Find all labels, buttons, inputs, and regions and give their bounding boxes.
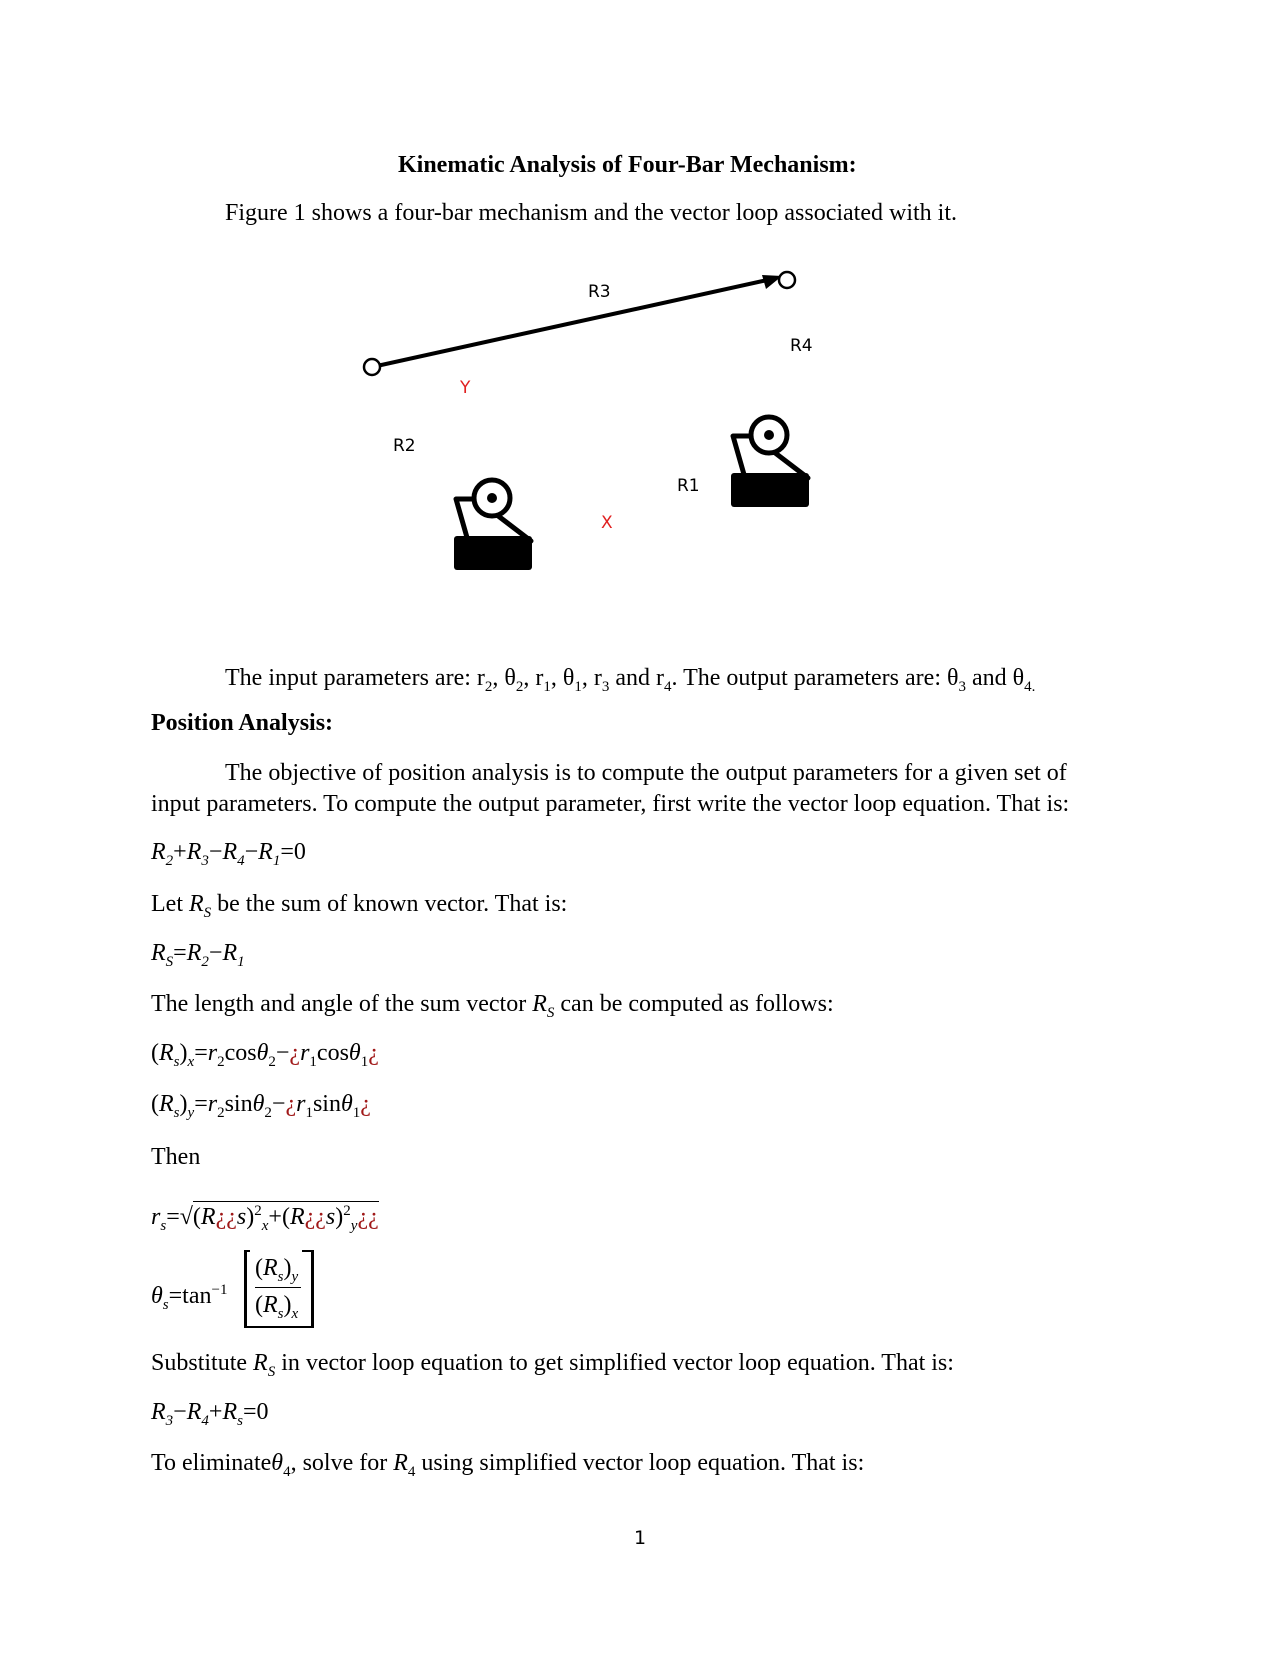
- rs-y-equation: $(R_s)_y=r_2\sin\theta_2-¿r_1\sin\theta_1¿$: [151, 1091, 371, 1121]
- label-r2: R2: [393, 436, 416, 456]
- parameters-paragraph: The input parameters are: $r_2$, $\theta_2$, $r_1$, $\theta_1$, $r_3$ and $r_4$. The output parameters are: $\theta_3$ and $\theta_{4.}$: [225, 665, 1036, 695]
- page-number: 1: [634, 1527, 647, 1549]
- intro-paragraph: Figure 1 shows a four-bar mechanism and the vector loop associated with it.: [225, 200, 957, 226]
- label-y: Y: [460, 378, 471, 398]
- pin-left: [364, 359, 380, 375]
- substitute-paragraph: Substitute $R_S$ in vector loop equation to get simplified vector loop equation. That is:: [151, 1350, 954, 1380]
- length-angle-paragraph: The length and angle of the sum vector $R_S$ can be computed as follows:: [151, 991, 834, 1021]
- then-text: Then: [151, 1144, 201, 1170]
- rs-x-equation: $(R_s)_x=r_2\cos\theta_2-¿r_1\cos\theta_1¿$: [151, 1040, 379, 1070]
- position-analysis-heading: Position Analysis:: [151, 710, 334, 736]
- label-r1: R1: [677, 476, 700, 496]
- vector-loop-equation: $R_2+R_3-R_4-R_1=0$: [151, 839, 306, 869]
- simplified-loop-equation: $R_3-R_4+R_s=0$: [151, 1399, 269, 1429]
- pin-right: [779, 272, 795, 288]
- label-r3: R3: [588, 282, 611, 302]
- objective-line-2: input parameters. To compute the output parameter, first write the vector loop equation. That is:: [151, 791, 1070, 817]
- rs-magnitude-equation: $r_s=√(R¿¿s)^2_x+(R¿¿s)^2_y¿¿$: [151, 1203, 379, 1234]
- objective-line-1: The objective of position analysis is to compute the output parameters for a given set of: [225, 760, 1067, 786]
- link-r3: [372, 279, 772, 367]
- label-r4: R4: [790, 336, 813, 356]
- four-bar-figure: [0, 0, 1280, 620]
- document-title: Kinematic Analysis of Four-Bar Mechanism:: [398, 152, 857, 178]
- ground-pivot-left-icon: [454, 480, 532, 570]
- ground-pivot-right-icon: [731, 417, 809, 507]
- let-rs-paragraph: Let $R_S$ be the sum of known vector. That is:: [151, 891, 568, 921]
- sum-vector-equation: $R_S=R_2-R_1$: [151, 940, 245, 970]
- label-x: X: [601, 513, 613, 533]
- eliminate-paragraph: To eliminateθ$_4$, solve for $R_4$ using simplified vector loop equation. That is:: [151, 1450, 865, 1480]
